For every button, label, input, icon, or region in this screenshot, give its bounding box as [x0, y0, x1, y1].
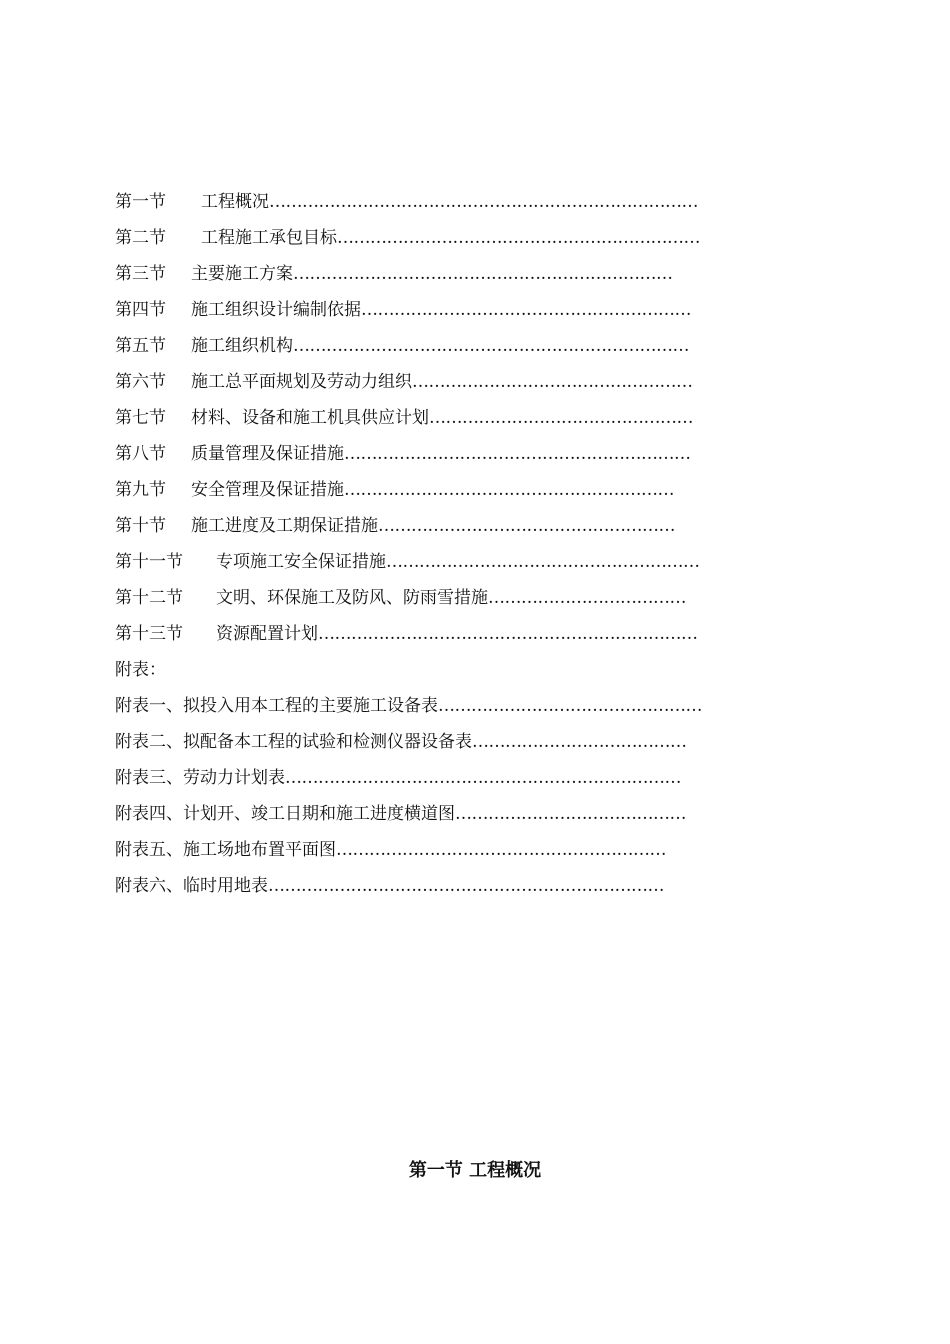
toc-leader-dots: ………………………………………………………………: [268, 876, 664, 896]
toc-section-title: 专项施工安全保证措施: [216, 552, 386, 572]
toc-entry-7[interactable]: [115, 400, 702, 436]
toc-entry-2[interactable]: [115, 220, 702, 256]
toc-section-number: 第十二节: [115, 588, 183, 608]
toc-leader-dots: ………………………………………………………………: [293, 336, 689, 356]
toc-section-number: 第五节: [115, 336, 166, 356]
table-of-contents: [115, 184, 702, 904]
toc-leader-dots: …………………………………: [472, 732, 687, 752]
toc-section-number: 第七节: [115, 408, 166, 428]
toc-entry-10[interactable]: [115, 508, 702, 544]
toc-entry-4[interactable]: [115, 292, 702, 328]
toc-appendix-2[interactable]: [115, 724, 702, 760]
toc-section-title: 工程施工承包目标: [201, 228, 337, 248]
toc-section-number: 第三节: [115, 264, 166, 284]
toc-entry-6[interactable]: [115, 364, 702, 400]
toc-appendix-1[interactable]: [115, 688, 702, 724]
toc-leader-dots: ……………………………………………………: [361, 300, 691, 320]
toc-entry-5[interactable]: [115, 328, 702, 364]
toc-appendix-5[interactable]: [115, 832, 702, 868]
toc-section-number: 第四节: [115, 300, 166, 320]
toc-leader-dots: ……………………………………: [455, 804, 686, 824]
toc-entry-8[interactable]: [115, 436, 702, 472]
toc-appendix-6[interactable]: [115, 868, 702, 904]
toc-section-number: 第二节: [115, 228, 166, 248]
toc-appendix-3[interactable]: [115, 760, 702, 796]
toc-appendix-title: 附表二、拟配备本工程的试验和检测仪器设备表: [115, 732, 472, 752]
toc-section-title: 工程概况: [201, 192, 269, 212]
toc-section-title: 安全管理及保证措施: [191, 480, 344, 500]
toc-entry-9[interactable]: [115, 472, 702, 508]
toc-section-title: 资源配置计划: [216, 624, 318, 644]
toc-leader-dots: ……………………………………………………………: [293, 264, 673, 284]
toc-leader-dots: …………………………………………………………: [337, 228, 700, 248]
toc-section-number: 第十节: [115, 516, 166, 536]
toc-section-title: 材料、设备和施工机具供应计划: [191, 408, 429, 428]
toc-appendix-title: 附表六、临时用地表: [115, 876, 268, 896]
toc-appendix-4[interactable]: [115, 796, 702, 832]
toc-leader-dots: ………………………………: [488, 588, 686, 608]
toc-section-number: 第十三节: [115, 624, 183, 644]
toc-leader-dots: …………………………………………………: [386, 552, 700, 572]
toc-section-title: 施工组织设计编制依据: [191, 300, 361, 320]
toc-section-number: 第九节: [115, 480, 166, 500]
toc-leader-dots: …………………………………………: [429, 408, 693, 428]
toc-entry-11[interactable]: [115, 544, 702, 580]
toc-appendix-title: 附表五、施工场地布置平面图: [115, 840, 336, 860]
toc-entry-3[interactable]: [115, 256, 702, 292]
toc-leader-dots: …………………………………………: [438, 696, 702, 716]
toc-section-number: 第一节: [115, 192, 166, 212]
toc-leader-dots: ……………………………………………: [412, 372, 693, 392]
toc-section-title: 质量管理及保证措施: [191, 444, 344, 464]
toc-section-title: 施工组织机构: [191, 336, 293, 356]
toc-leader-dots: ……………………………………………………………………: [269, 192, 698, 212]
toc-entry-12[interactable]: [115, 580, 702, 616]
toc-entry-1[interactable]: [115, 184, 702, 220]
toc-appendix-title: 附表三、劳动力计划表: [115, 768, 285, 788]
toc-appendix-label: 附表：: [115, 660, 166, 680]
toc-section-title: 施工总平面规划及劳动力组织: [191, 372, 412, 392]
toc-leader-dots: ………………………………………………………: [344, 444, 691, 464]
toc-leader-dots: ……………………………………………………………: [318, 624, 698, 644]
toc-leader-dots: ………………………………………………………………: [285, 768, 681, 788]
toc-leader-dots: ……………………………………………………: [344, 480, 674, 500]
toc-entry-13[interactable]: [115, 616, 702, 652]
toc-section-number: 第八节: [115, 444, 166, 464]
section-heading: 第一节 工程概况: [408, 1160, 542, 1181]
toc-section-title: 施工进度及工期保证措施: [191, 516, 378, 536]
toc-leader-dots: ……………………………………………………: [336, 840, 666, 860]
toc-section-number: 第六节: [115, 372, 166, 392]
toc-appendix-title: 附表一、拟投入用本工程的主要施工设备表: [115, 696, 438, 716]
toc-section-title: 文明、环保施工及防风、防雨雪措施: [216, 588, 488, 608]
toc-appendix-title: 附表四、计划开、竣工日期和施工进度横道图: [115, 804, 455, 824]
toc-section-number: 第十一节: [115, 552, 183, 572]
toc-section-title: 主要施工方案: [191, 264, 293, 284]
toc-leader-dots: ………………………………………………: [378, 516, 675, 536]
toc-appendix-heading: [115, 652, 702, 688]
